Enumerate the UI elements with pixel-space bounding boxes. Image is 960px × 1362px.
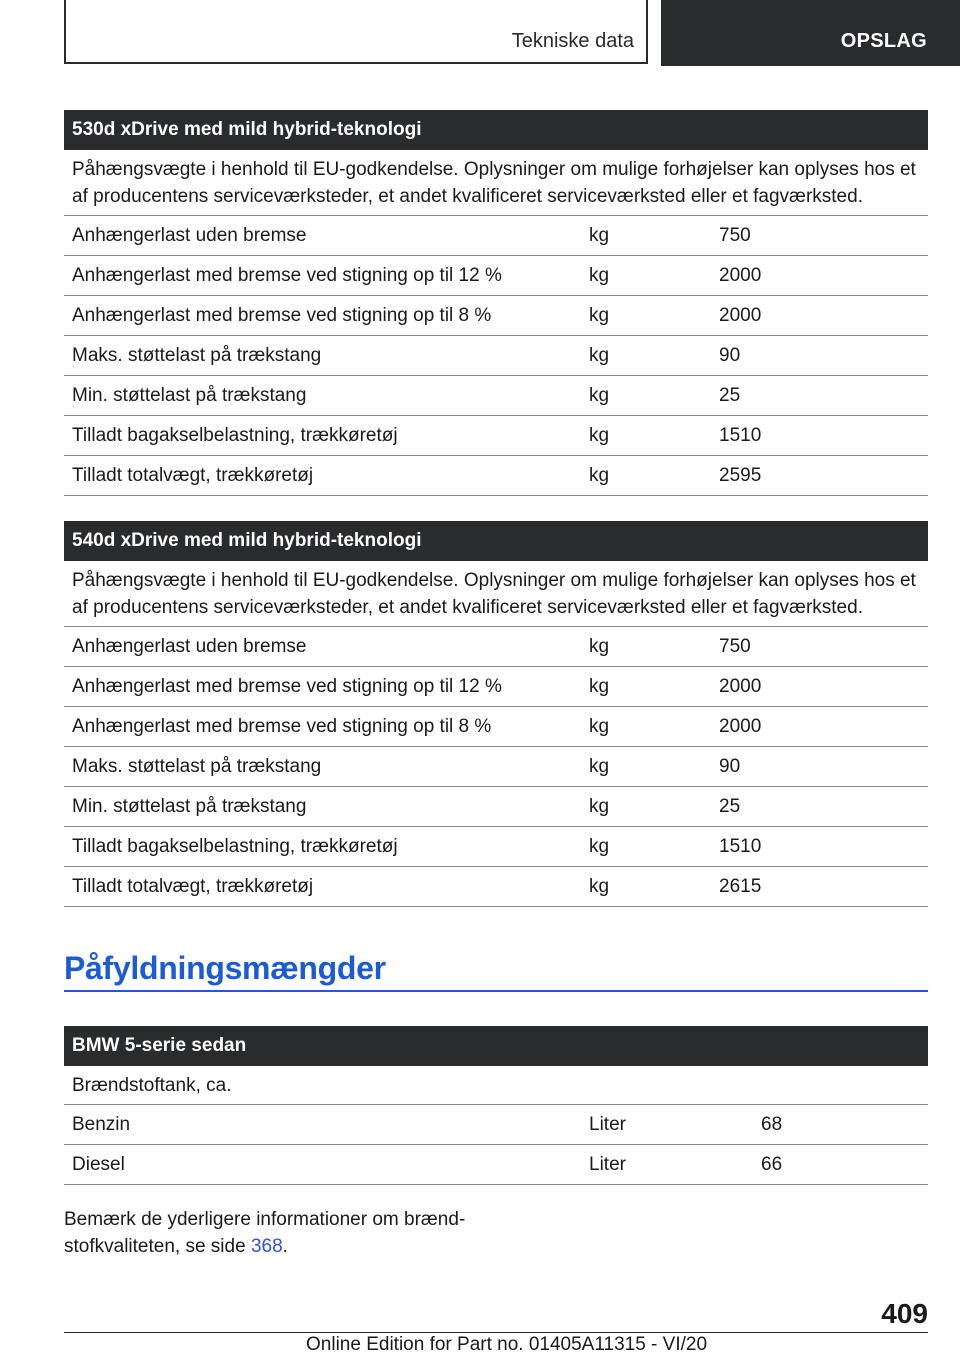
row-unit: kg <box>589 385 610 406</box>
row-value: 1510 <box>719 836 762 857</box>
row-label: Tilladt bagakselbelastning, trækkøretøj <box>72 836 398 857</box>
remark-paragraph <box>64 1206 504 1260</box>
row-value: 2615 <box>719 876 762 897</box>
row-unit: kg <box>589 676 610 697</box>
row-unit: kg <box>589 465 610 486</box>
row-unit: kg <box>589 265 610 286</box>
row-value: 25 <box>719 385 741 406</box>
row-value: 25 <box>719 796 741 817</box>
row-unit: kg <box>589 425 610 446</box>
section-divider <box>64 990 928 992</box>
row-unit: kg <box>589 225 610 246</box>
row-unit: kg <box>589 876 610 897</box>
table-row <box>64 256 928 296</box>
page-number: 409 <box>881 1298 928 1329</box>
table-row <box>64 1145 928 1185</box>
table-row <box>64 867 928 907</box>
row-label: Maks. støttelast på trækstang <box>72 756 322 777</box>
row-value: 90 <box>719 756 741 777</box>
header-tab-opslag[interactable] <box>661 0 960 66</box>
header-section-title: Tekniske data <box>511 30 634 52</box>
table-title: BMW 5-serie sedan <box>64 1026 928 1066</box>
table-title: 530d xDrive med mild hybrid-teknologi <box>64 110 928 150</box>
table-row <box>64 707 928 747</box>
row-value: 1510 <box>719 425 762 446</box>
row-label: Anhængerlast med bremse ved stigning op til 8 % <box>72 716 492 737</box>
table-note: Brændstoftank, ca. <box>64 1066 928 1105</box>
footer-divider <box>64 1332 928 1333</box>
row-unit: Liter <box>589 1114 626 1135</box>
section-title: Påfyldningsmængder <box>64 950 386 986</box>
remark-end: . <box>282 1236 288 1257</box>
table-row <box>64 827 928 867</box>
row-label: Maks. støttelast på trækstang <box>72 345 322 366</box>
table-row <box>64 667 928 707</box>
table-title: 540d xDrive med mild hybrid-teknologi <box>64 521 928 561</box>
table-530d <box>64 110 928 496</box>
table-540d <box>64 521 928 907</box>
row-unit: Liter <box>589 1154 626 1175</box>
header-tab-label: OPSLAG <box>840 30 927 52</box>
row-label: Benzin <box>72 1114 131 1135</box>
row-label: Anhængerlast med bremse ved stigning op til 12 % <box>72 676 502 697</box>
row-value: 750 <box>719 225 751 246</box>
row-label: Anhængerlast uden bremse <box>72 636 307 657</box>
table-row <box>64 216 928 256</box>
row-label: Diesel <box>72 1154 125 1175</box>
table-row <box>64 787 928 827</box>
row-unit: kg <box>589 796 610 817</box>
row-value: 2000 <box>719 716 762 737</box>
row-unit: kg <box>589 756 610 777</box>
table-note: Påhængsvægte i henhold til EU-godkendelse. Oplysninger om mulige forhøjelser kan oplyses hos et af producentens serviceværksteder, et andet kvalificeret serviceværksted eller et fagværksted. <box>64 150 928 216</box>
row-unit: kg <box>589 636 610 657</box>
table-row <box>64 296 928 336</box>
table-row <box>64 336 928 376</box>
row-value: 2000 <box>719 676 762 697</box>
table-row <box>64 456 928 496</box>
row-label: Anhængerlast med bremse ved stigning op til 12 % <box>72 265 502 286</box>
row-unit: kg <box>589 345 610 366</box>
header-frame <box>64 0 648 64</box>
row-value: 2000 <box>719 265 762 286</box>
table-fuel-capacity <box>64 1026 928 1185</box>
row-value: 2595 <box>719 465 762 486</box>
page-link[interactable]: 368 <box>250 1236 283 1257</box>
footer-edition: Online Edition for Part no. 01405A11315 - VI/20 <box>306 1334 708 1355</box>
row-value: 2000 <box>719 305 762 326</box>
row-value: 68 <box>761 1114 783 1135</box>
row-label: Min. støttelast på trækstang <box>72 385 307 406</box>
table-row <box>64 1105 928 1145</box>
row-label: Tilladt totalvægt, trækkøretøj <box>72 876 314 897</box>
row-label: Min. støttelast på trækstang <box>72 796 307 817</box>
row-label: Tilladt bagakselbelastning, trækkøretøj <box>72 425 398 446</box>
table-row <box>64 376 928 416</box>
row-value: 66 <box>761 1154 783 1175</box>
table-row <box>64 747 928 787</box>
row-value: 750 <box>719 636 751 657</box>
table-note: Påhængsvægte i henhold til EU-godkendelse. Oplysninger om mulige forhøjelser kan oplyses hos et af producentens serviceværksteder, et andet kvalificeret serviceværksted eller et fagværksted. <box>64 561 928 627</box>
row-unit: kg <box>589 836 610 857</box>
remark-text: Bemærk de yderligere informationer om brænd-stofkvaliteten, se side <box>64 1209 466 1257</box>
row-label: Tilladt totalvægt, trækkøretøj <box>72 465 314 486</box>
table-row <box>64 416 928 456</box>
table-row <box>64 627 928 667</box>
row-label: Anhængerlast uden bremse <box>72 225 307 246</box>
row-value: 90 <box>719 345 741 366</box>
row-unit: kg <box>589 716 610 737</box>
row-unit: kg <box>589 305 610 326</box>
row-label: Anhængerlast med bremse ved stigning op til 8 % <box>72 305 492 326</box>
